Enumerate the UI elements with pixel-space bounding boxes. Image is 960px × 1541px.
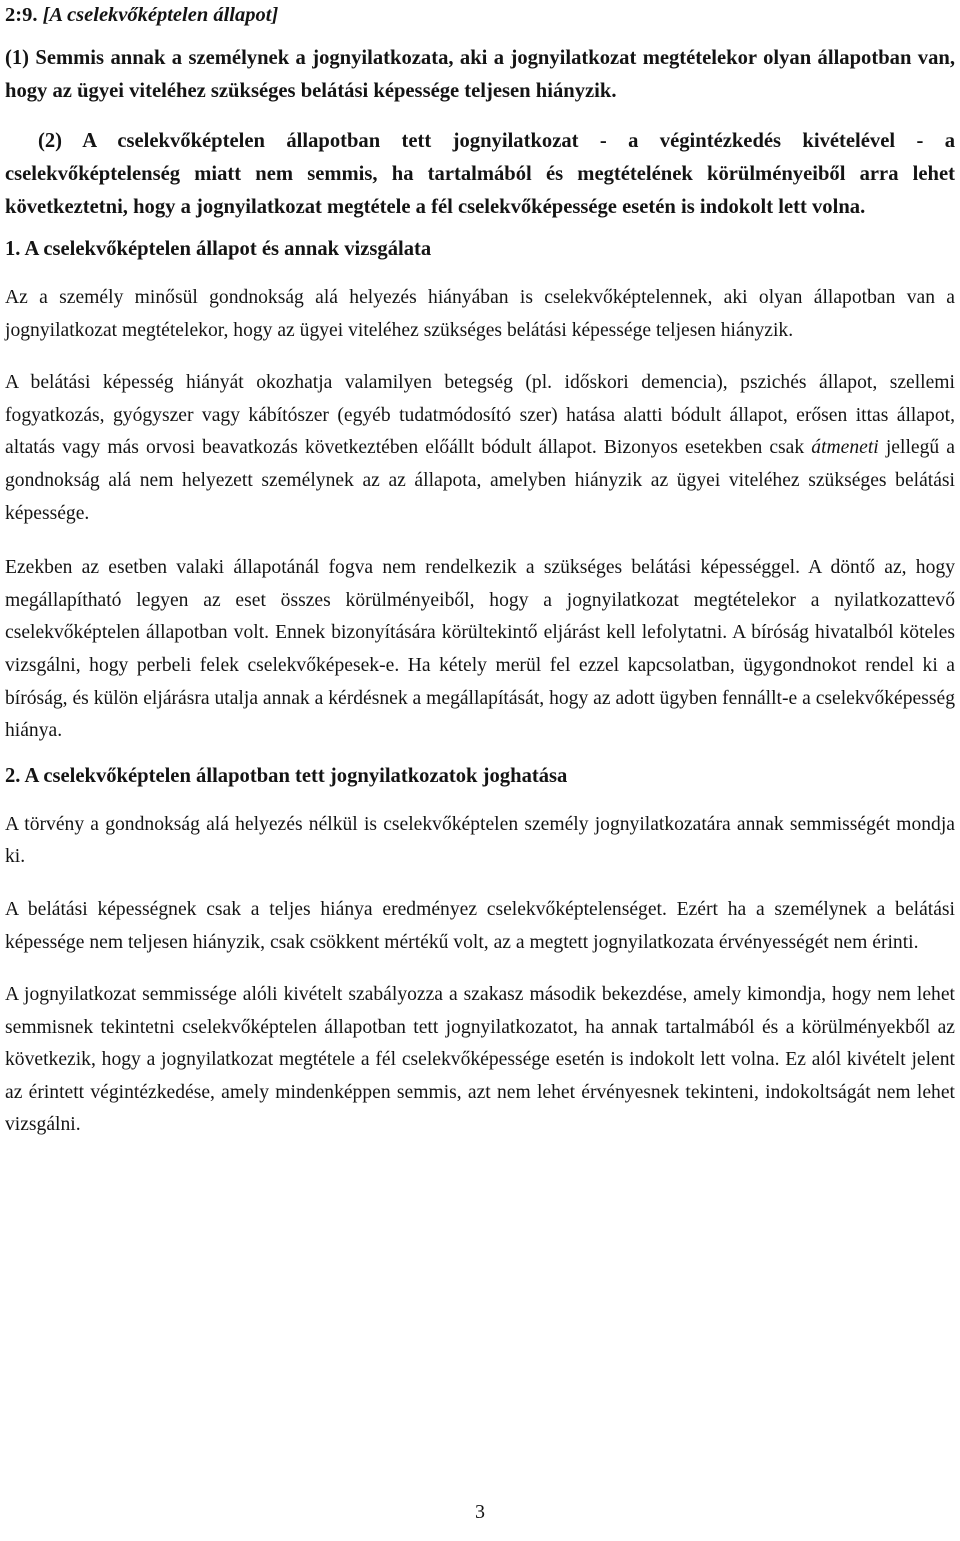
statute-paragraph-1: (1) Semmis annak a személynek a jognyilatkozata, aki a jognyilatkozat megtételekor olyan állapotban van, hogy az ügyei viteléhez szükséges belátási képessége teljesen hiányzik. (5, 47, 955, 102)
section-number: 2:9. (5, 4, 38, 26)
document-page (5, 0, 955, 1142)
statute-paragraph-2: (2) A cselekvőképtelen állapotban tett jognyilatkozat - a végintézkedés kivételével - a cselekvőképtelenség miatt nem semmis, ha tartalmából és megtételének körülményeiből arra lehet következtetni, hogy a jognyilatkozat megtétele a fél cselekvőképessége esetén is indokolt lett volna. (5, 130, 955, 218)
section-title: [A cselekvőképtelen állapot] (42, 4, 279, 26)
commentary-2-paragraph-1: A törvény a gondnokság alá helyezés nélkül is cselekvőképtelen személy jognyilatkozatára annak semmisségét mondja ki. (5, 813, 955, 868)
commentary-2-paragraph-2: A belátási képességnek csak a teljes hiánya eredményez cselekvőképtelenséget. Ezért ha a személynek a belátási képessége nem teljesen hiányzik, csak csökkent mértékű volt, az a megtett jognyilatkozata érvényességét nem érinti. (5, 898, 955, 953)
commentary-1-paragraph-3: Ezekben az esetben valaki állapotánál fogva nem rendelkezik a szükséges belátási képességgel. A döntő az, hogy megállapítható legyen az eset összes körülményeiből, hogy a jognyilatkozat megtételekor a nyilatkozattevő cselekvőképtelen állapotban volt. Ennek bizonyítására körültekintő eljárást kell lefolytatni. A bíróság hivatalból köteles vizsgálni, hogy perbeli felek cselekvőképesek-e. Ha kétely merül fel ezzel kapcsolatban, ügygondnokot rendel ki a bíróság, és külön eljárásra utalja annak a kérdésnek a megállapítását, hogy az adott ügyben fennállt-e a cselekvőképesség hiánya. (5, 557, 955, 742)
commentary-heading-1: 1. A cselekvőképtelen állapot és annak vizsgálata (5, 238, 432, 260)
emphasized-word: átmeneti (811, 437, 879, 459)
section-heading (5, 0, 955, 28)
paragraph-text: A belátási képesség hiányát okozhatja valamilyen betegség (pl. időskori demencia), pszichés állapot, szellemi fogyatkozás, gyógyszer vagy kábítószer (egyéb tudatmódosító szer) hatása alatti bódult állapot, erősen ittas állapot, altatás vagy más orvosi beavatkozás következtében előállt bódult állapot. Bizonyos esetekben csak (5, 372, 955, 459)
commentary-heading-2: 2. A cselekvőképtelen állapotban tett jognyilatkozatok joghatása (5, 764, 568, 787)
page-number: 3 (475, 1501, 485, 1523)
paragraph-text: jellegű a gondnokság alá nem helyezett személynek az az állapota, amelyben hiányzik az ügyei viteléhez szükséges belátási képessége. (5, 437, 955, 524)
commentary-1-paragraph-1: Az a személy minősül gondnokság alá helyezés hiányában is cselekvőképtelennek, aki olyan állapotban van a jognyilatkozat megtételekor, hogy az ügyei viteléhez szükséges belátási képessége teljesen hiányzik. (5, 287, 955, 341)
commentary-1-paragraph-2 (5, 367, 955, 530)
commentary-2-paragraph-3: A jognyilatkozat semmissége alóli kivételt szabályozza a szakasz második bekezdése, amely kimondja, hogy nem lehet semmisnek tekintetni cselekvőképtelen állapotban tett jognyilatkozatot, ha annak tartalmából és a körülményekből az következik, hogy a jognyilatkozat megtétele a fél cselekvőképessége esetén is indokolt lett volna. Ez alól kivételt jelent az érintett végintézkedése, amely mindenképpen semmis, azt nem lehet érvényesnek tekinteni, indokoltságát nem lehet vizsgálni. (5, 984, 955, 1136)
